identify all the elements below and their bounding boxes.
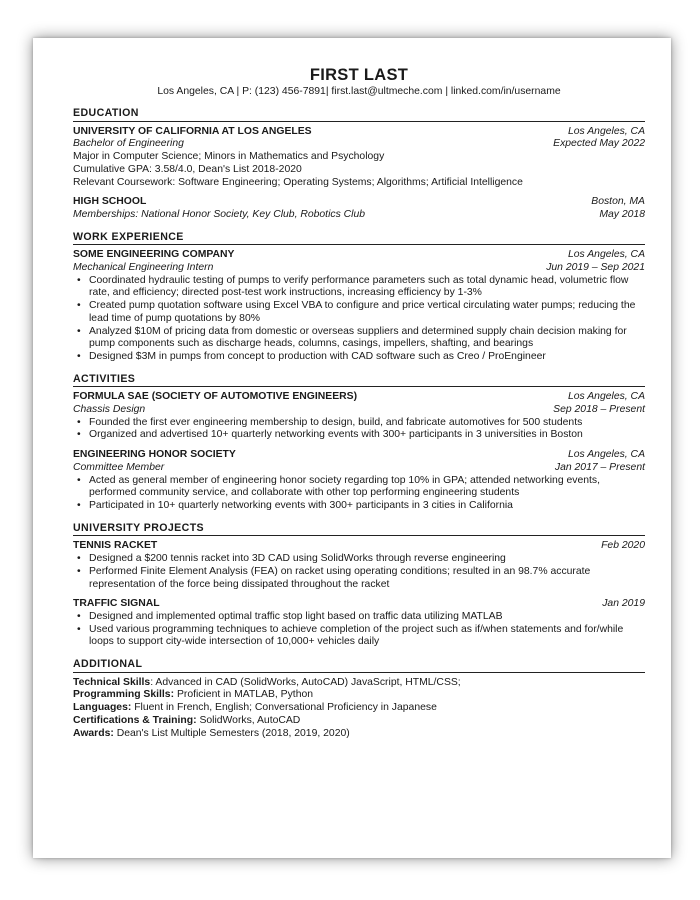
skill-value: Dean's List Multiple Semesters (2018, 2019, 2020) — [116, 727, 350, 739]
section-title: WORK EXPERIENCE — [73, 231, 645, 246]
projects-section — [73, 522, 645, 649]
section-title: EDUCATION — [73, 107, 645, 122]
work-section — [73, 231, 645, 364]
school-location: Boston, MA — [591, 196, 645, 208]
bullet-list — [73, 611, 645, 649]
company-location: Los Angeles, CA — [567, 249, 645, 261]
section-title: UNIVERSITY PROJECTS — [73, 522, 645, 537]
activity-role: Committee Member — [73, 461, 165, 473]
job-dates: Jun 2019 – Sep 2021 — [546, 262, 645, 274]
school-name: UNIVERSITY OF CALIFORNIA AT LOS ANGELES — [73, 125, 312, 137]
work-entry — [73, 249, 645, 363]
activity-role: Chassis Design — [73, 404, 146, 416]
education-section — [73, 107, 645, 222]
school-location: Los Angeles, CA — [567, 125, 645, 137]
bullet-list — [73, 475, 645, 513]
skill-line — [73, 689, 645, 702]
project-date: Feb 2020 — [601, 540, 645, 552]
bullet-item: • Analyzed $10M of pricing data from domestic or overseas suppliers and determined supply chain decision making for pump components such as discharge heads, columns, casings, impellers, shafting, and bearings — [89, 326, 645, 351]
project-entry — [73, 540, 645, 591]
education-entry — [73, 126, 645, 190]
bullet-item: • Acted as general member of engineering honor society regarding top 10% in GPA; attended networking events, performed community service, and collaborate with other top performing engineering students — [89, 475, 645, 500]
candidate-name: FIRST LAST — [309, 66, 409, 84]
education-detail: Cumulative GPA: 3.58/4.0, Dean's List 2018-2020 — [73, 163, 302, 175]
skill-value: Proficient in MATLAB, Python — [176, 689, 314, 701]
bullet-item: • Organized and advertised 10+ quarterly networking events with 300+ participants in 3 universities in Boston — [89, 429, 645, 442]
project-name: TRAFFIC SIGNAL — [73, 598, 160, 610]
activity-location: Los Angeles, CA — [567, 391, 645, 403]
skill-line — [73, 715, 645, 728]
activity-entry — [73, 449, 645, 513]
skill-line — [73, 702, 645, 715]
company-name: SOME ENGINEERING COMPANY — [73, 249, 235, 261]
bullet-item: • Designed a $200 tennis racket into 3D CAD using SolidWorks through reverse engineering — [89, 553, 645, 566]
bullet-list — [73, 417, 645, 442]
education-detail: Major in Computer Science; Minors in Mathematics and Psychology — [73, 151, 385, 163]
project-entry — [73, 598, 645, 649]
contact-info: Los Angeles, CA | P: (123) 456-7891| first.last@ultmeche.com | linked.com/in/username — [157, 86, 561, 97]
graduation-date: Expected May 2022 — [553, 138, 645, 150]
bullet-list — [73, 553, 645, 591]
bullet-item: • Coordinated hydraulic testing of pumps to verify performance parameters such as total dynamic head, volumetric flow rate, and efficiency; directed post-test work instructions, increasing efficiency by 1-3% — [89, 275, 645, 300]
activity-dates: Jan 2017 – Present — [554, 461, 645, 473]
activity-name: ENGINEERING HONOR SOCIETY — [73, 449, 236, 461]
bullet-item: • Created pump quotation software using Excel VBA to configure and price vertical circulating water pumps; reducing the lead time of pump quotations by 80% — [89, 300, 645, 325]
bullet-item: • Designed and implemented optimal traffic stop light based on traffic data utilizing MATLAB — [89, 611, 645, 624]
project-date: Jan 2019 — [602, 598, 645, 610]
activity-name: FORMULA SAE (SOCIETY OF AUTOMOTIVE ENGINEERS) — [73, 391, 358, 403]
activity-entry — [73, 391, 645, 442]
skill-key: Awards: — [73, 727, 114, 739]
skill-line — [73, 728, 645, 741]
skill-value: Fluent in French, English; Conversational Proficiency in Japanese — [134, 702, 437, 714]
activity-dates: Sep 2018 – Present — [553, 404, 645, 416]
skill-key: Languages: — [73, 702, 132, 714]
education-detail: Relevant Coursework: Software Engineering; Operating Systems; Algorithms; Artificial Intelligence — [73, 176, 523, 188]
bullet-item: • Designed $3M in pumps from concept to production with CAD software such as Creo / ProEngineer — [89, 351, 645, 364]
additional-section — [73, 658, 645, 740]
school-name: HIGH SCHOOL — [73, 196, 147, 208]
bullet-item: • Performed Finite Element Analysis (FEA) on racket using operating conditions; resulted in an 98.7% accurate representation of the force being dissipated throughout the racket — [89, 566, 645, 591]
skill-separator: : — [150, 676, 156, 688]
section-title: ADDITIONAL — [73, 658, 645, 673]
activities-section — [73, 373, 645, 513]
resume-content — [73, 66, 645, 740]
resume-page — [33, 38, 671, 858]
project-name: TENNIS RACKET — [73, 540, 158, 552]
section-title: ACTIVITIES — [73, 373, 645, 388]
skill-key: Programming Skills: — [73, 689, 175, 701]
job-title: Mechanical Engineering Intern — [73, 262, 214, 274]
graduation-date: May 2018 — [599, 208, 645, 220]
activity-location: Los Angeles, CA — [567, 449, 645, 461]
bullet-item: • Founded the first ever engineering membership to design, build, and fabricate automotives for 500 students — [89, 417, 645, 430]
memberships: Memberships: National Honor Society, Key Club, Robotics Club — [73, 208, 366, 220]
skill-value: SolidWorks, AutoCAD — [199, 714, 301, 726]
degree: Bachelor of Engineering — [73, 138, 184, 150]
skill-key: Technical Skills — [73, 676, 151, 688]
skill-key: Certifications & Training: — [73, 714, 197, 726]
bullet-list — [73, 275, 645, 364]
education-entry — [73, 196, 645, 221]
bullet-item: • Used various programming techniques to achieve completion of the project such as if/when statements and for/while loops to support city-wide intersection of 10,000+ vehicles daily — [89, 624, 645, 649]
bullet-item: • Participated in 10+ quarterly networking events with 300+ participants in 3 cities in California — [89, 500, 645, 513]
skill-value: Advanced in CAD (SolidWorks, AutoCAD) JavaScript, HTML/CSS; — [155, 676, 461, 688]
skill-line — [73, 677, 645, 690]
